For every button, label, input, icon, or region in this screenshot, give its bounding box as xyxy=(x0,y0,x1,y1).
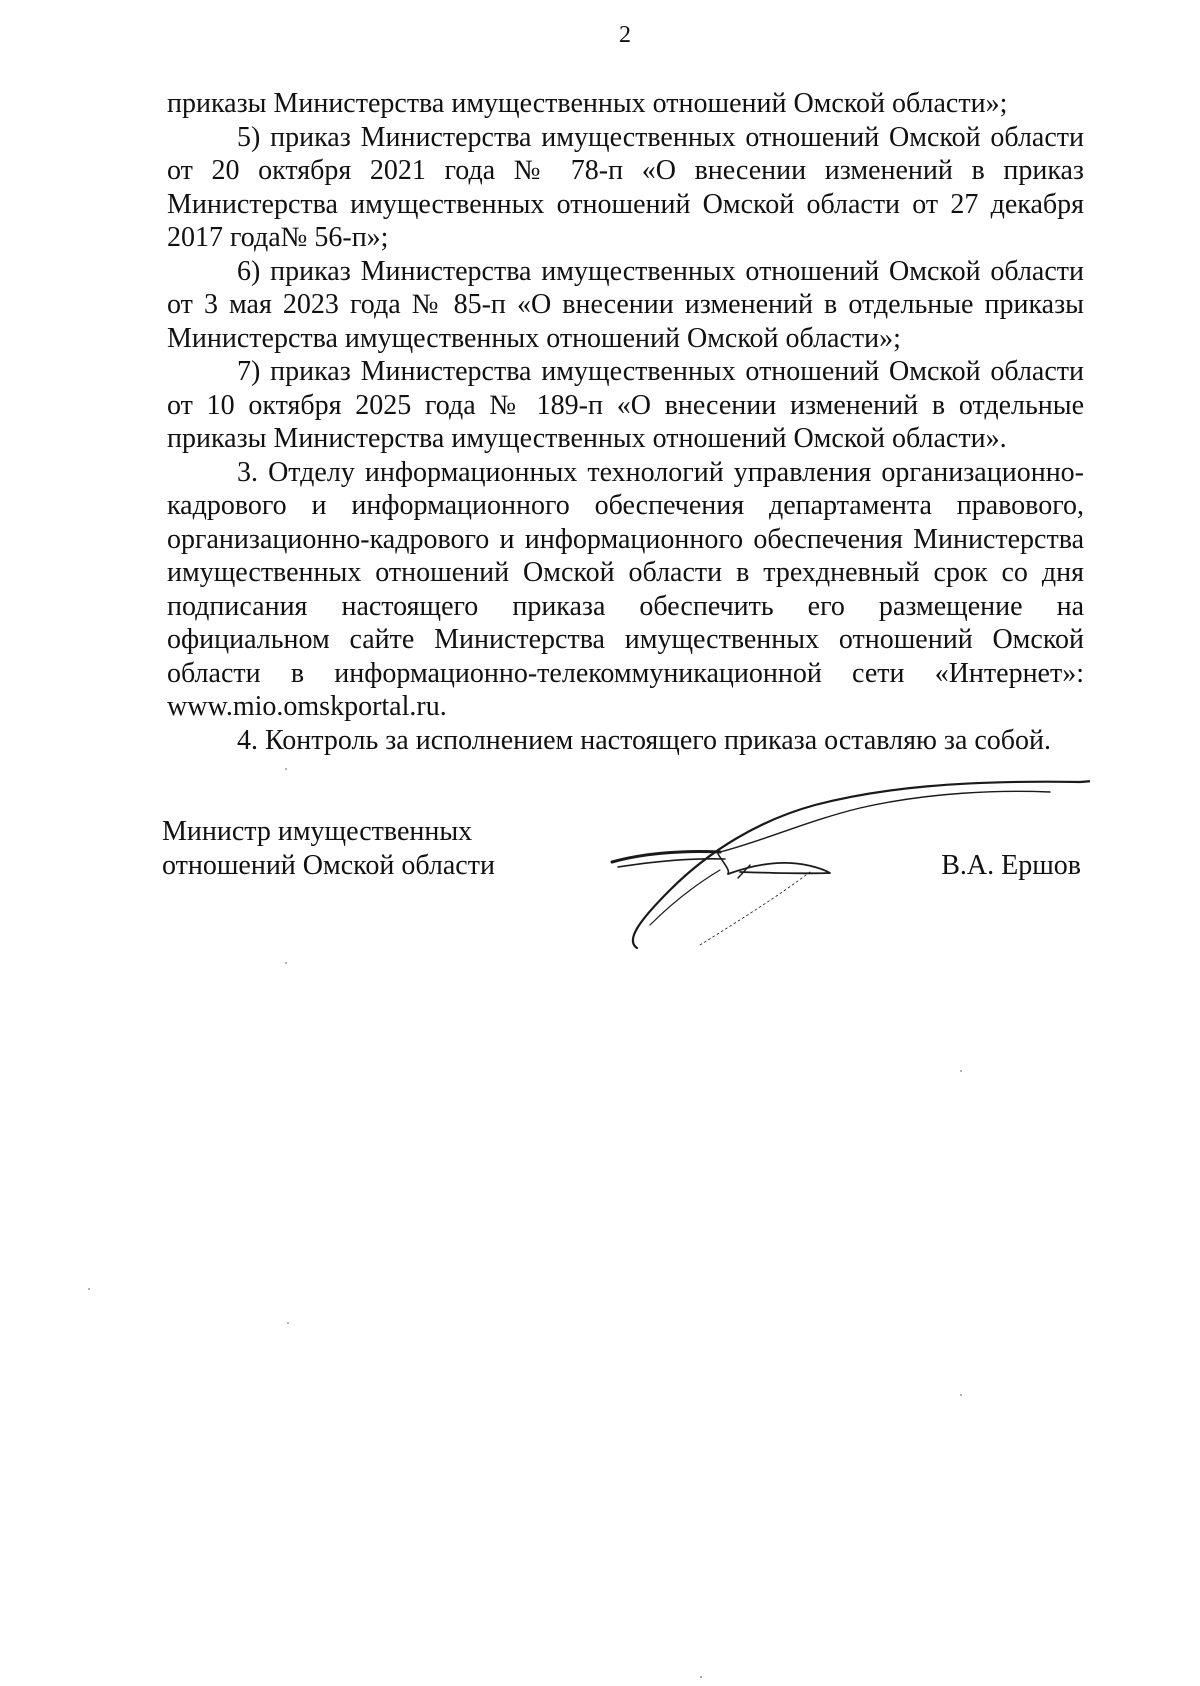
scan-speck xyxy=(960,1070,962,1072)
signatory-name: В.А. Ершов xyxy=(941,850,1081,881)
scan-speck xyxy=(285,768,287,770)
paragraph-item-5: 5) приказ Министерства имущественных отношений Омской области от 20 октября 2021 года № 78-п «О внесении изменений в приказ Министерства имущественных отношений Омской области от 27 декабря 2017 года№ 56-п»; xyxy=(167,121,1084,253)
page-number: 2 xyxy=(619,22,631,48)
scan-speck xyxy=(287,1322,289,1324)
document-body xyxy=(167,87,1084,757)
scan-speck xyxy=(700,1676,702,1678)
paragraph-point-4: 4. Контроль за исполнением настоящего приказа оставляю за собой. xyxy=(237,724,1052,756)
scan-speck xyxy=(285,962,287,964)
paragraph-item-6: 6) приказ Министерства имущественных отношений Омской области от 3 мая 2023 года № 85-п «О внесении изменений в отдельные приказы Министерства имущественных отношений Омской области»; xyxy=(167,255,1084,354)
paragraph-item-7: 7) приказ Министерства имущественных отношений Омской области от 10 октября 2025 года № 189-п «О внесении изменений в отдельные приказы Министерства имущественных отношений Омской области». xyxy=(167,356,1084,454)
scan-speck xyxy=(960,1394,962,1396)
signatory-position-line-1: Министр имущественных xyxy=(162,816,473,847)
signatory-position-line-2: отношений Омской области xyxy=(162,850,495,881)
paragraph-continuation: приказы Министерства имущественных отношений Омской области»; xyxy=(167,88,1008,119)
scan-speck xyxy=(88,1288,90,1290)
paragraph-point-3: 3. Отделу информационных технологий управления организационно-кадрового и информационного обеспечения департамента правового, организационно-кадрового и информационного обеспечения Министерства имущественных отношений Омской области в трехдневный срок со дня подписания настоящего приказа обеспечить его размещение на официальном сайте Министерства имущественных отношений Омской области в информационно-телекоммуникационной сети «Интернет»: www.mio.omskportal.ru. xyxy=(167,456,1084,722)
